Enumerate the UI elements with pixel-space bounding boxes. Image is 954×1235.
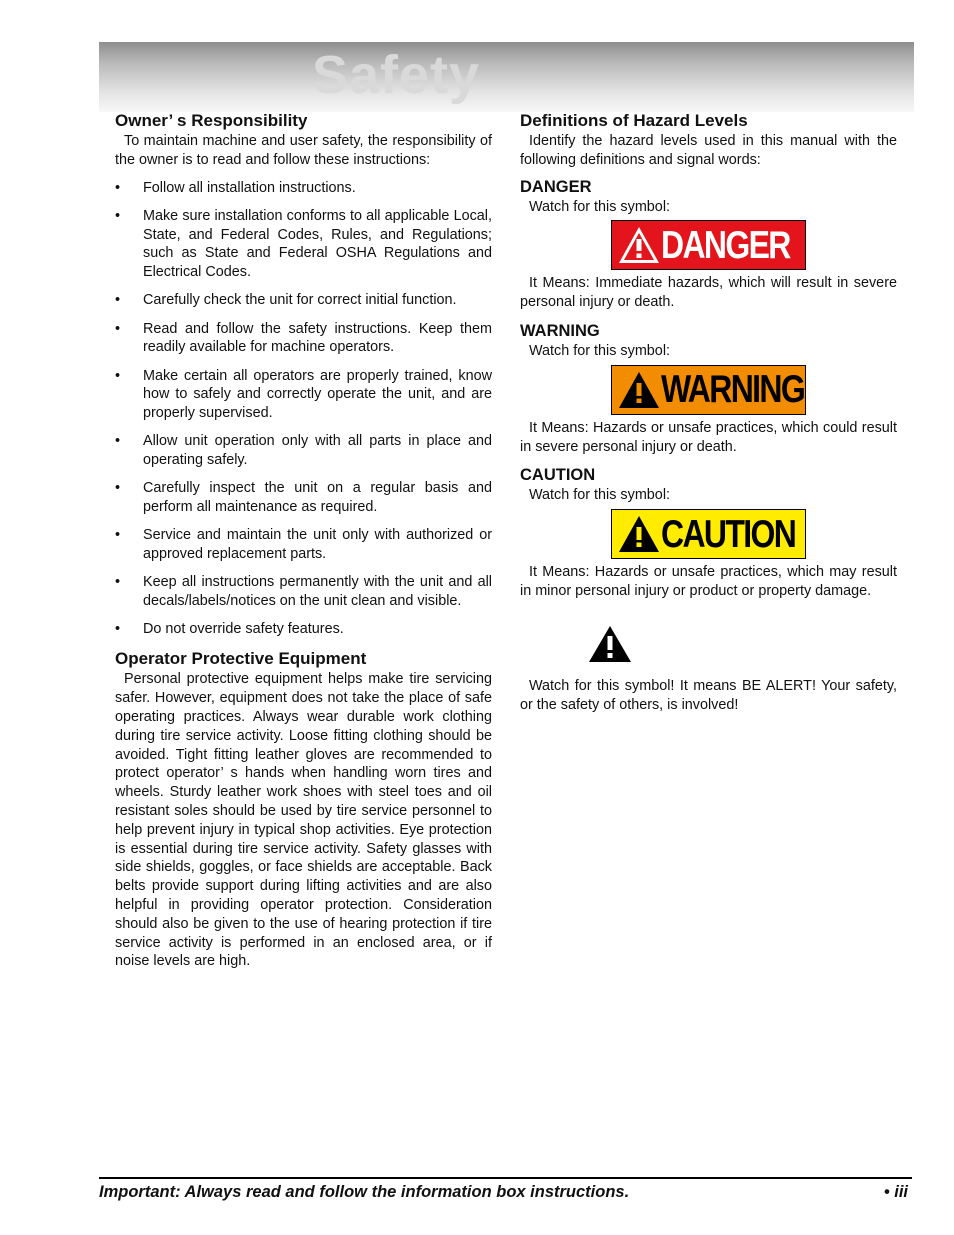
- danger-section: [520, 176, 897, 312]
- warning-heading: WARNING: [520, 321, 600, 340]
- footer: [99, 1181, 912, 1203]
- danger-sign: [611, 220, 806, 270]
- list-item: • Service and maintain the unit only with authorized or approved replacement parts.: [115, 527, 492, 563]
- header-band: [99, 42, 914, 112]
- caution-watch: Watch for this symbol:: [529, 487, 671, 504]
- danger-heading: DANGER: [520, 177, 592, 196]
- warning-triangle-icon: [617, 370, 661, 410]
- list-item: • Follow all installation instructions.: [115, 179, 356, 196]
- right-column: [520, 110, 897, 714]
- footer-note: Important: Always read and follow the information box instructions.: [99, 1183, 630, 1201]
- list-item: • Keep all instructions permanently with the unit and all decals/labels/notices on the unit clean and visible.: [115, 574, 492, 610]
- list-item: • Carefully check the unit for correct initial function.: [115, 292, 457, 309]
- warning-section: [520, 320, 897, 456]
- ope-body: Personal protective equipment helps make tire servicing safer. However, equipment does not take the place of safe operating practices. Always wear durable work clothing during tire service activity. Loose fitting clothing should be avoided. Tight fitting leather gloves are recommended to protect operator’ s hands when handling worn tires and wheels. Sturdy leather work shoes with steel toes and oil resistant soles should be used by tire service personnel to help prevent injury in typical shop activities. Eye protection is essential during tire service activity. Safety glasses with side shields, goggles, or face shields are acceptable. Back belts provide support during lifting activities and are also helpful in providing operator protection. Consideration should also be given to the use of hearing protection if tire service activity is performed in an enclosed area, or if noise levels are high.: [115, 671, 492, 970]
- list-item: • Make certain all operators are properly trained, know how to safely and correctly operate the unit, and are properly supervised.: [115, 367, 492, 422]
- hazard-levels-intro: Identify the hazard levels used in this manual with the following definitions and signal words:: [520, 133, 897, 168]
- warning-triangle-icon: [617, 514, 661, 554]
- caution-sign: [611, 509, 806, 559]
- warning-meaning: It Means: Hazards or unsafe practices, which could result in severe personal injury or death.: [520, 419, 897, 455]
- owners-intro: To maintain machine and user safety, the responsibility of the owner is to read and follow these instructions:: [115, 133, 492, 168]
- list-item: • Allow unit operation only with all parts in place and operating safely.: [115, 433, 492, 469]
- warning-sign-text: WARNING: [661, 368, 805, 412]
- page-number: • iii: [883, 1183, 908, 1201]
- list-item: • Carefully inspect the unit on a regular basis and perform all maintenance as required.: [115, 480, 492, 516]
- left-column: [115, 110, 492, 971]
- danger-meaning: It Means: Immediate hazards, which will result in severe personal injury or death.: [520, 275, 897, 311]
- caution-heading: CAUTION: [520, 466, 596, 485]
- owners-bullet-list: [115, 179, 492, 639]
- warning-watch: Watch for this symbol:: [529, 342, 671, 359]
- hazard-levels-heading: Definitions of Hazard Levels: [520, 111, 748, 130]
- caution-meaning: It Means: Hazards or unsafe practices, which may result in minor personal injury or product or property damage.: [520, 564, 897, 599]
- footer-rule: [99, 1177, 912, 1179]
- list-item: • Read and follow the safety instructions. Keep them readily available for machine operators.: [115, 320, 492, 356]
- owners-heading: Owner’ s Responsibility: [115, 111, 308, 130]
- page-title: Safety: [312, 45, 481, 105]
- alert-triangle-icon: [588, 625, 632, 663]
- danger-sign-text: DANGER: [661, 223, 790, 267]
- alert-text: Watch for this symbol! It means BE ALERT! Your safety, or the safety of others, is involved!: [520, 677, 897, 713]
- caution-sign-text: CAUTION: [661, 512, 796, 556]
- warning-triangle-icon: [617, 225, 661, 265]
- list-item: • Do not override safety features.: [115, 621, 344, 638]
- caution-section: [520, 464, 897, 600]
- danger-watch: Watch for this symbol:: [529, 198, 671, 215]
- list-item: • Make sure installation conforms to all applicable Local, State, and Federal Codes, Rules, and Regulations; such as State and Federal OSHA Regulations and Electrical Codes.: [115, 207, 492, 281]
- warning-sign: [611, 365, 806, 415]
- ope-heading: Operator Protective Equipment: [115, 649, 367, 669]
